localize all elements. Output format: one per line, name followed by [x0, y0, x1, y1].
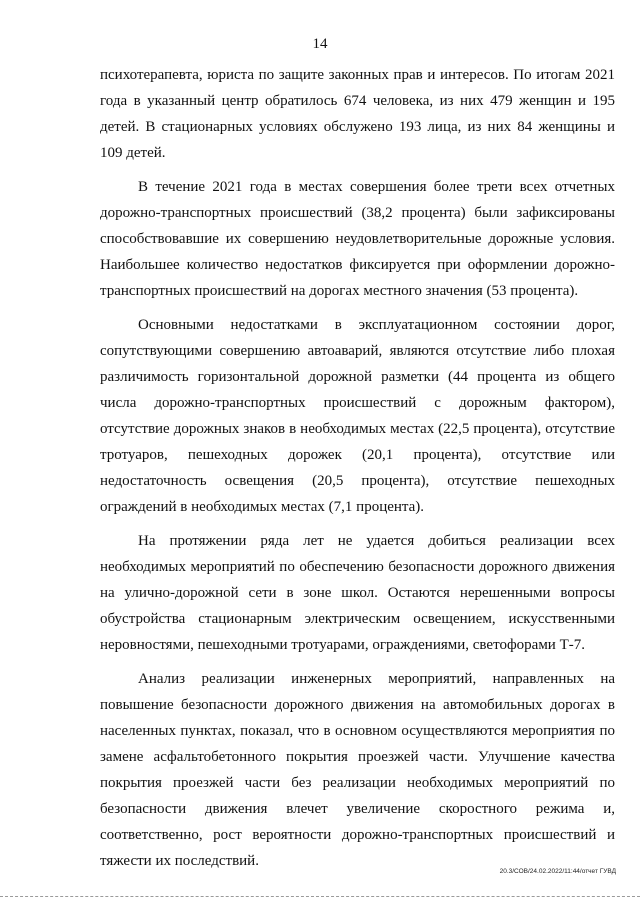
page-number: 14: [312, 36, 328, 52]
document-body: [100, 62, 615, 882]
paragraph-engineering-analysis: Анализ реализации инженерных мероприятий, направленных на повышение безопасности дорожного движения на автомобильных дорогах в населенных пунктах, показал, что в основном осуществляются мероприятия по замене асфальтобетонного покрытия проезжей части. Улучшение качества покрытия проезжей части без реализации необходимых мероприятий по безопасности движения влечет увеличение скоростного режима и, соответственно, рост вероятности дорожно-транспортных происшествий и тяжести их последствий.: [100, 671, 615, 869]
footer-stamp: 20.3/СОВ/24.02.2022/11:44/отчет ГУВД: [499, 868, 616, 875]
paragraph-road-conditions: В течение 2021 года в местах совершения более трети всех отчетных дорожно-транспортных происшествий (38,2 процента) были зафиксированы способствовавшие их совершению неудовлетворительные дорожные условия. Наибольшее количество недостатков фиксируется при оформлении дорожно-транспортных происшествий на дорогах местного значения (53 процента).: [100, 179, 615, 299]
paragraph-continuation: психотерапевта, юриста по защите законных прав и интересов. По итогам 2021 года в указанный центр обратилось 674 человека, из них 479 женщин и 195 детей. В стационарных условиях обслужено 193 лица, из них 84 женщины и 109 детей.: [100, 67, 615, 161]
paragraph-school-zones: На протяжении ряда лет не удается добиться реализации всех необходимых мероприятий по обеспечению безопасности дорожного движения на улично-дорожной сети в зоне школ. Остаются нерешенными вопросы обустройства стационарным электрическим освещением, искусственными неровностями, пешеходными тротуарами, ограждениями, светофорами Т-7.: [100, 533, 615, 653]
page-bottom-divider: [0, 896, 640, 897]
paragraph-road-defects: Основными недостатками в эксплуатационном состоянии дорог, сопутствующими совершению автоаварий, являются отсутствие либо плохая различимость горизонтальной дорожной разметки (44 процента из общего числа дорожно-транспортных происшествий с дорожным фактором), отсутствие дорожных знаков в необходимых местах (22,5 процента), отсутствие тротуаров, пешеходных дорожек (20,1 процента), отсутствие или недостаточность освещения (20,5 процента), отсутствие пешеходных ограждений в необходимых местах (7,1 процента).: [100, 317, 615, 515]
